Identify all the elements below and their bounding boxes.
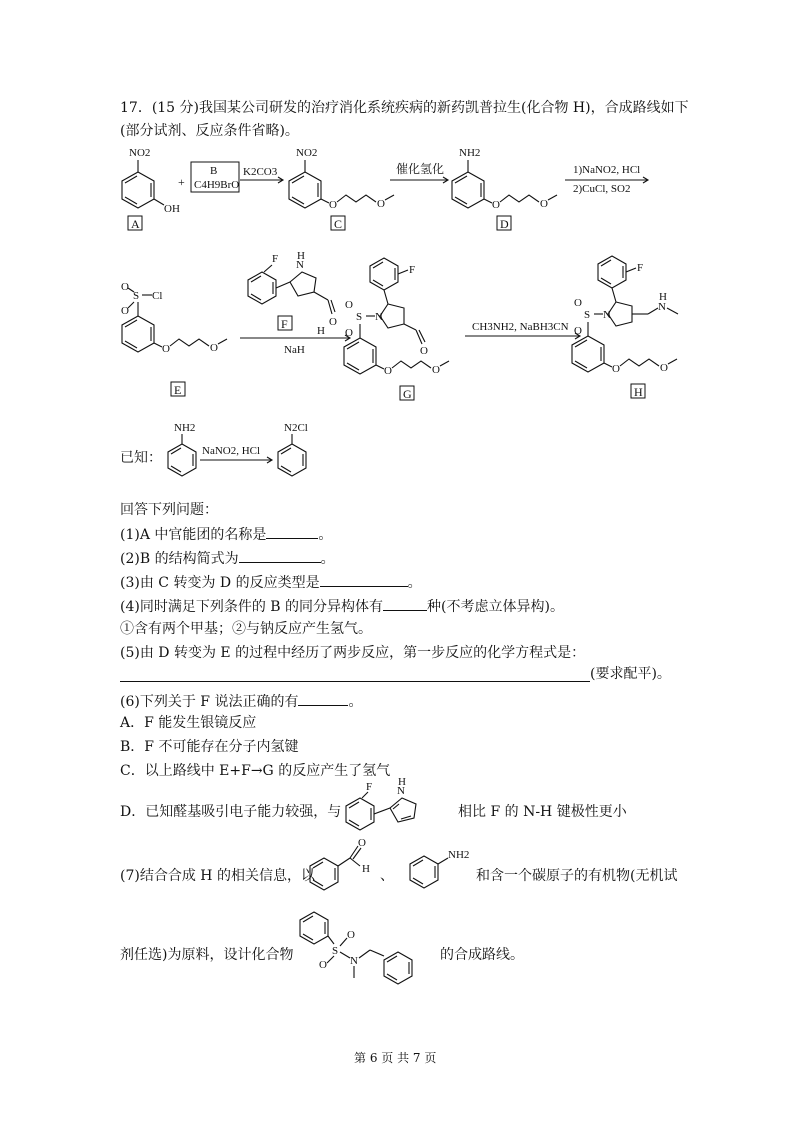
h-o4-label: O <box>660 362 668 374</box>
q7-o-label: O <box>358 837 366 849</box>
h-nh-label: H <box>659 291 667 303</box>
label-h: H <box>634 385 643 399</box>
q2-end: 。 <box>320 551 335 567</box>
question-6 <box>120 690 362 712</box>
q3-end: 。 <box>407 575 422 591</box>
q3-answer-blank[interactable] <box>320 571 408 587</box>
q3-text: (3)由 C 转变为 D 的反应类型是 <box>120 575 320 591</box>
q5-requirement: (要求配平)。 <box>590 666 671 682</box>
c-o-label: O <box>329 199 337 211</box>
option-b: B．F 不可能存在分子内氢键 <box>120 739 299 755</box>
h-n-label: N <box>603 309 611 321</box>
known-n2cl-label: N2Cl <box>284 422 308 434</box>
q6-answer-blank[interactable] <box>298 690 348 706</box>
e-o2-label: O <box>121 305 129 317</box>
question-stem-line2: (部分试剂、反应条件省略)。 <box>120 123 299 139</box>
b-formula: C4H9BrO <box>194 179 240 191</box>
question-4-conditions: ①含有两个甲基；②与钠反应产生氢气。 <box>120 621 372 637</box>
q7-benzaldehyde <box>300 836 380 896</box>
k2co3-label: K2CO3 <box>243 166 278 178</box>
g-o4-label: O <box>432 364 440 376</box>
q7-target-structure <box>292 906 442 991</box>
compound-h <box>572 256 678 399</box>
f-o-label: O <box>329 316 337 328</box>
q4-end: 种(不考虑立体异构)。 <box>427 599 564 615</box>
e-s-label: S <box>133 290 140 302</box>
reductive-label: CH3NH2, NaBH3CN <box>472 321 569 333</box>
d-o-label: O <box>492 199 500 211</box>
f-h-label: H <box>317 325 325 337</box>
question-7-part4: 的合成路线。 <box>440 947 524 963</box>
d-nh2-label: NH2 <box>459 147 481 159</box>
question-7-part3: 剂任选)为原料，设计化合物 <box>120 947 294 963</box>
c-o2-label: O <box>377 198 385 210</box>
question-2 <box>120 547 335 569</box>
e-o3-label: O <box>162 343 170 355</box>
label-g: G <box>403 387 412 401</box>
a-oh-label: OH <box>164 203 180 215</box>
f-n-label: N <box>296 259 304 271</box>
q6-end: 。 <box>348 694 363 710</box>
page-footer: 第 6 页 共 7 页 <box>354 1051 437 1065</box>
q6-text: (6)下列关于 F 说法正确的有 <box>120 694 299 710</box>
q2-text: (2)B 的结构简式为 <box>120 551 239 567</box>
question-4 <box>120 595 564 617</box>
step1-label: 1)NaNO2, HCl <box>573 164 641 176</box>
q2-answer-blank[interactable] <box>239 547 321 563</box>
q1-end: 。 <box>318 527 333 543</box>
q1-answer-blank[interactable] <box>266 523 318 539</box>
compound-d <box>452 147 557 231</box>
known-nh2-label: NH2 <box>174 422 196 434</box>
compound-g <box>344 258 449 401</box>
h-n2-label: N <box>658 301 666 313</box>
question-5: (5)由 D 转变为 E 的过程中经历了两步反应，第一步反应的化学方程式是： <box>120 645 586 661</box>
h-s-label: S <box>584 309 591 321</box>
c-no2-label: NO2 <box>296 147 318 159</box>
label-c: C <box>334 217 343 231</box>
nah-label: NaH <box>284 344 305 356</box>
option-d-part2: 相比 F 的 N-H 键极性更小 <box>458 804 627 820</box>
optd-n-label: N <box>397 785 405 797</box>
question-3 <box>120 571 422 593</box>
question-7-sep: 、 <box>380 868 394 884</box>
compound-b <box>191 162 239 192</box>
label-e: E <box>174 383 182 397</box>
g-o-label: O <box>420 345 428 357</box>
q7-so1-label: O <box>347 929 355 941</box>
step2-label: 2)CuCl, SO2 <box>573 183 631 195</box>
h-o1-label: O <box>574 297 582 309</box>
q7-so2-label: O <box>319 959 327 971</box>
q7-h-label: H <box>362 863 370 875</box>
q7-aniline <box>396 840 476 895</box>
e-cl-label: Cl <box>152 290 163 302</box>
synthesis-scheme <box>0 140 800 470</box>
question-7-part2: 和含一个碳原子的有机物(无机试 <box>476 868 678 884</box>
g-o3-label: O <box>384 365 392 377</box>
hydrogenation-label: 催化氢化 <box>396 162 445 176</box>
h-o3-label: O <box>612 363 620 375</box>
g-f-label: F <box>409 264 416 276</box>
g-n-label: N <box>375 311 383 323</box>
q4-text: (4)同时满足下列条件的 B 的同分异构体有 <box>120 599 384 615</box>
g-o1-label: O <box>345 299 353 311</box>
label-b: B <box>210 165 218 177</box>
h-f-label: F <box>637 262 644 274</box>
a-no2-label: NO2 <box>129 147 151 159</box>
q4-answer-blank[interactable] <box>383 595 427 611</box>
q7-n-label: N <box>350 955 358 967</box>
option-c: C．以上路线中 E+F→G 的反应产生了氢气 <box>120 763 391 779</box>
label-a: A <box>131 217 140 231</box>
compound-f <box>248 250 337 337</box>
compound-a <box>122 147 180 231</box>
label-d: D <box>500 217 509 231</box>
question-stem-line1: 17．(15 分)我国某公司研发的治疗消化系统疾病的新药凯普拉生(化合物 H)，合成路线如下 <box>120 100 689 116</box>
option-a: A．F 能发生银镜反应 <box>120 715 257 731</box>
f-f-label: F <box>272 253 279 265</box>
svg-text:+: + <box>178 175 185 189</box>
q7-nh2-label: NH2 <box>448 849 470 861</box>
e-o1-label: O <box>121 281 129 293</box>
known-reaction <box>160 420 360 495</box>
option-d-structure <box>340 778 460 838</box>
optd-h-label: H <box>398 778 406 788</box>
question-1 <box>120 523 332 545</box>
label-f: F <box>281 317 288 331</box>
known-label: 已知： <box>120 450 162 466</box>
q5-answer-line[interactable] <box>120 681 590 682</box>
compound-c <box>289 147 394 231</box>
h-o2-label: O <box>574 325 582 337</box>
q7-s-label: S <box>332 945 339 957</box>
g-o2-label: O <box>345 327 353 339</box>
compound-e <box>121 281 227 397</box>
d-o2-label: O <box>540 198 548 210</box>
f-nh-label: H <box>297 250 305 262</box>
question-7-part1: (7)结合合成 H 的相关信息，以 <box>120 868 315 884</box>
q1-text: (1)A 中官能团的名称是 <box>120 527 267 543</box>
questions-intro: 回答下列问题： <box>120 502 218 518</box>
g-s-label: S <box>356 311 363 323</box>
known-reagent-label: NaNO2, HCl <box>202 445 261 457</box>
optd-f-label: F <box>366 781 373 793</box>
option-d-part1: D．已知醛基吸引电子能力较强，与 <box>120 804 342 820</box>
e-o4-label: O <box>210 342 218 354</box>
